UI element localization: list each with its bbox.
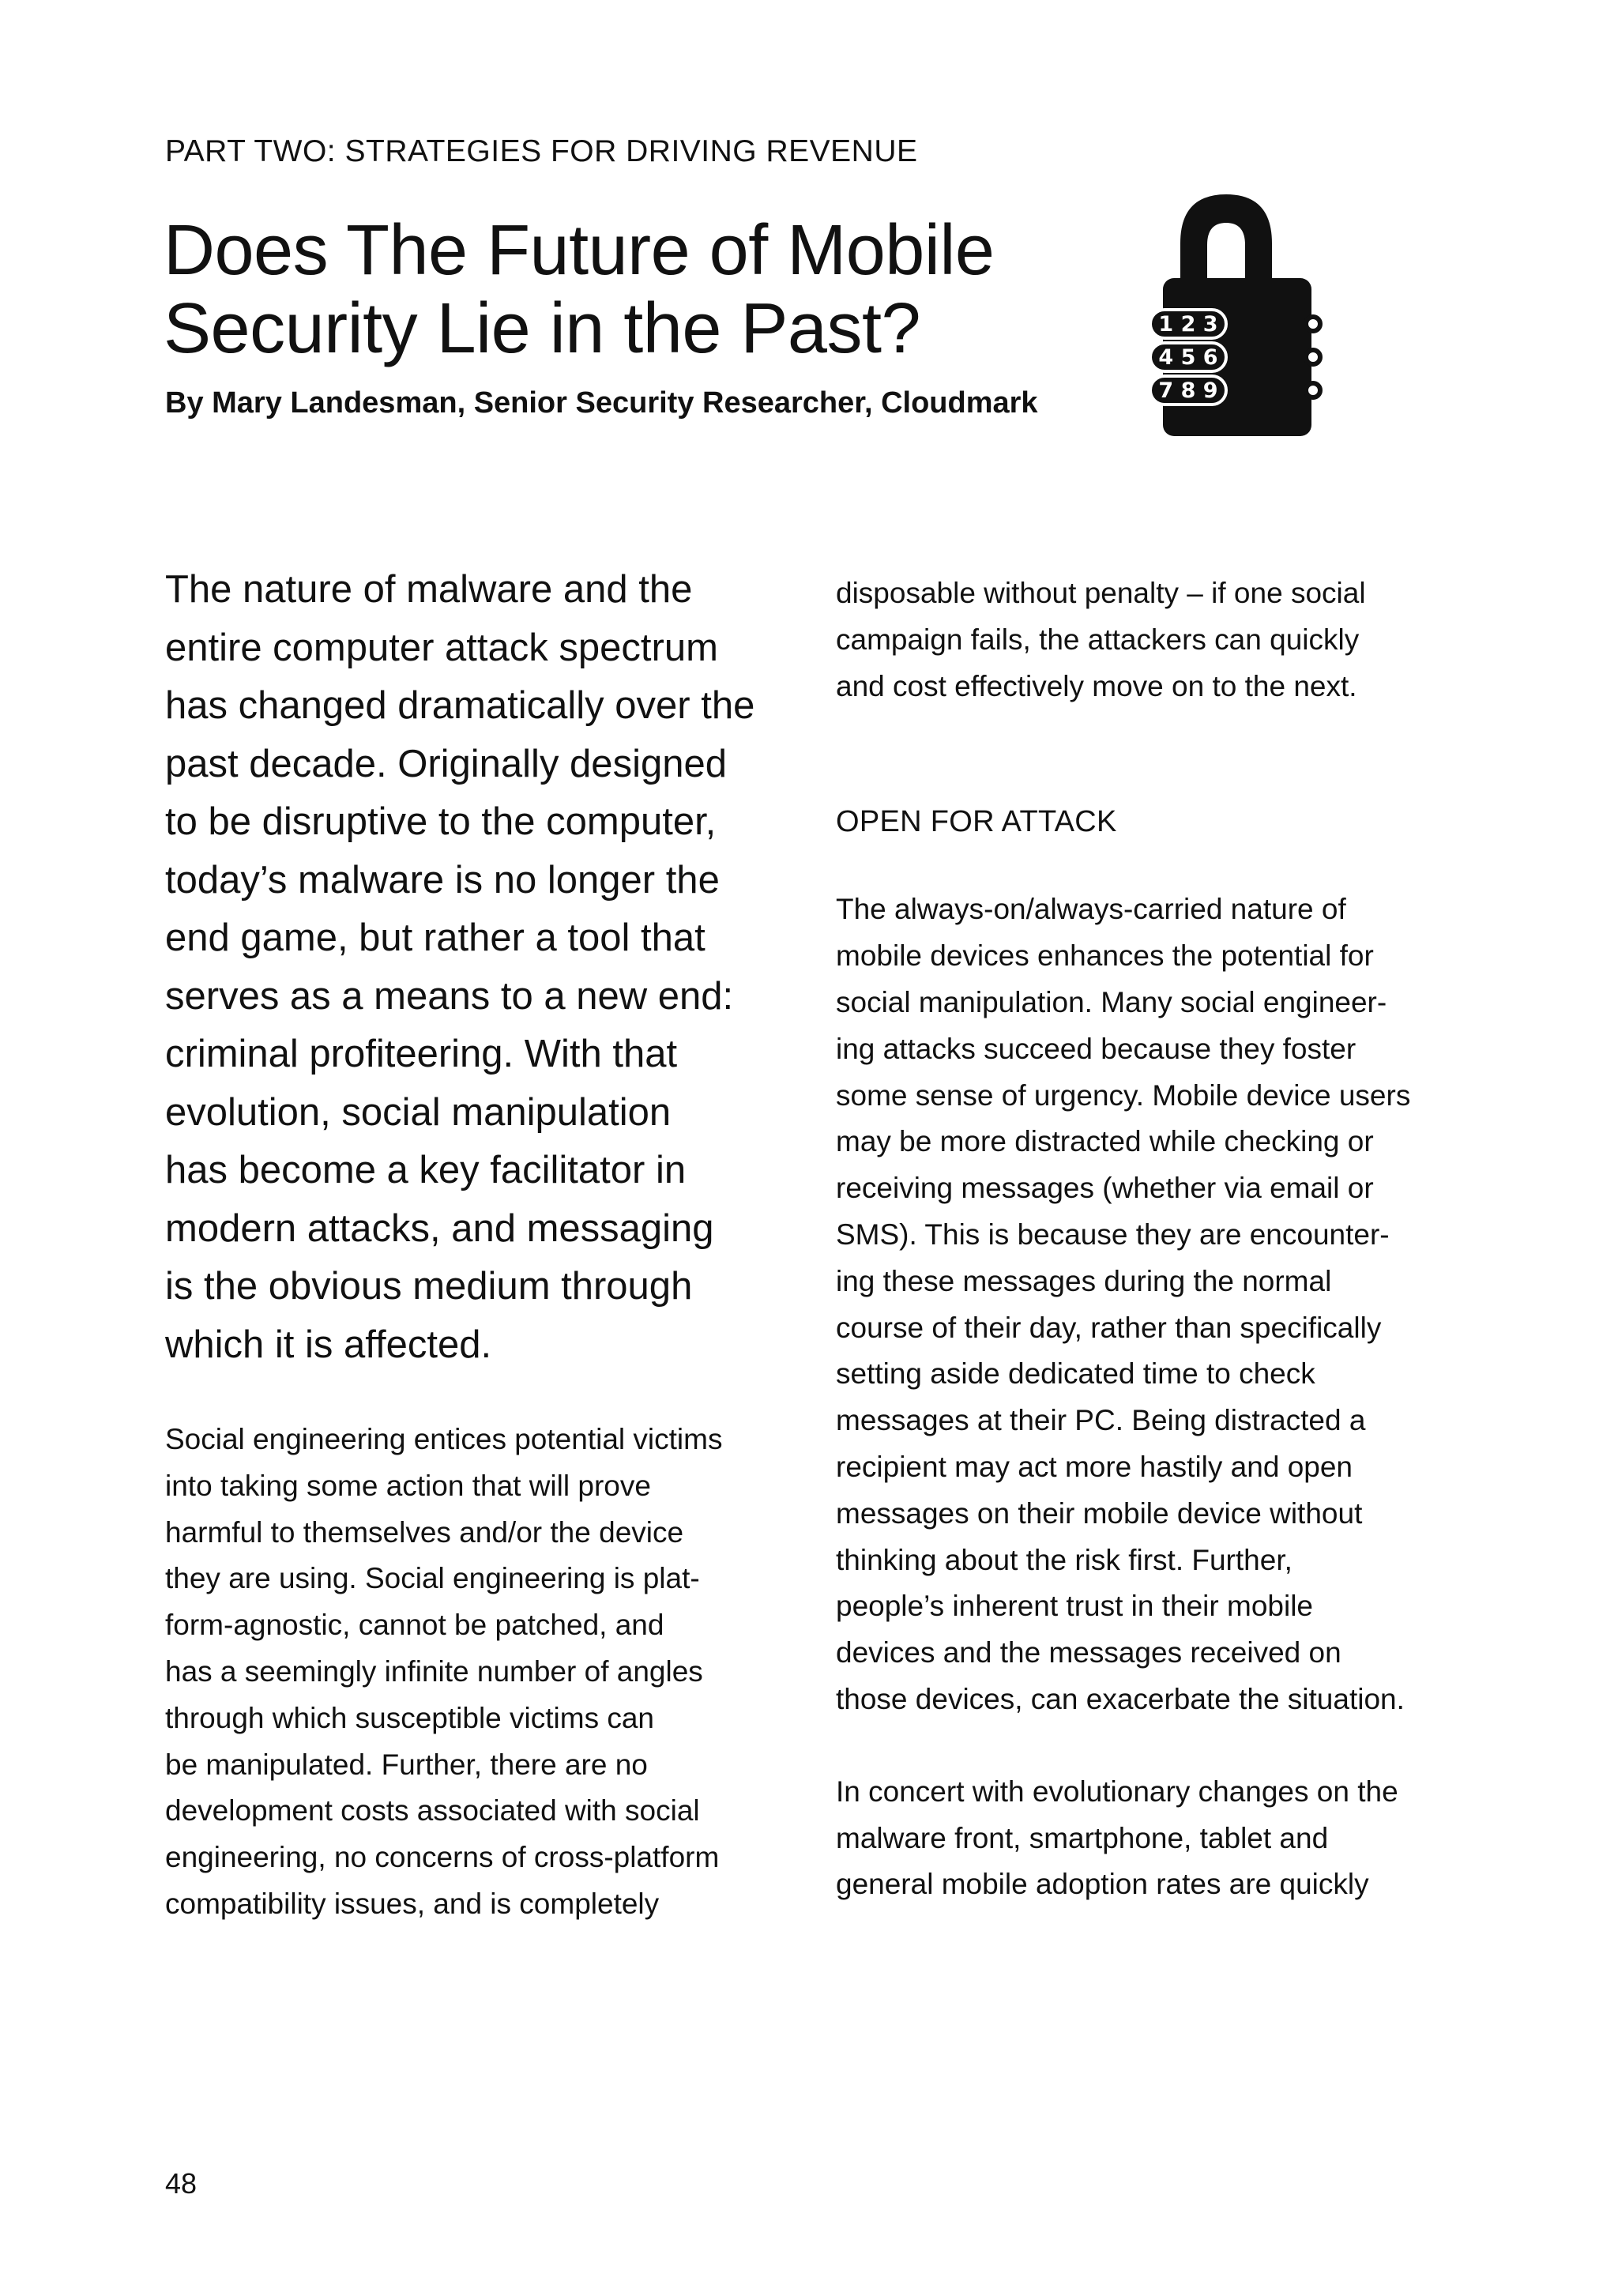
body-paragraph-social-engineering: Social engineering entices potential victims into taking some action that will prove harmful to themselves and/or the device they are using. Social engineering is plat- form-agnostic, cannot be patched, and has a seemingly infinite number of angles through which susceptible victims can be manipulated. Further, there are no development costs associated with social engineering, no concerns of cross-platform compatibility issues, and is completely — [165, 1423, 723, 1920]
lock-dial-row-1: 1 2 3 — [1158, 312, 1218, 337]
section-label: PART TWO: STRATEGIES FOR DRIVING REVENUE — [165, 134, 918, 168]
article-title: Does The Future of Mobile Security Lie in the Past? — [164, 211, 995, 368]
lead-paragraph: The nature of malware and the entire computer attack spectrum has changed dramatically over the past decade. Originally designed to be disruptive to the computer, today’s malware is no longer the end game, but rather a tool that serves as a means to a new end: criminal profiteering. With that evolution, social manipulation has become a key facilitator in modern attacks, and messaging is the obvious medium through which it is affected. — [165, 568, 755, 1366]
lock-dial-row-3: 7 8 9 — [1158, 378, 1218, 403]
right-column — [836, 570, 1460, 1908]
left-column — [165, 561, 797, 1928]
page-number: 48 — [165, 2167, 198, 2200]
body-paragraph-continuation: disposable without penalty – if one social campaign fails, the attackers can quickly and cost effectively move on to the next. — [836, 577, 1366, 702]
lock-dial-row-2: 4 5 6 — [1158, 345, 1218, 370]
subheading-open-for-attack: OPEN FOR ATTACK — [836, 805, 1117, 839]
body-paragraph-always-on: The always-on/always-carried nature of mobile devices enhances the potential for social manipulation. Many social engineer- ing attacks succeed because they foster some sense of urgency. Mobile device users may be more distracted while checking or receiving messages (whether via email or SMS). This is because they are encounter- ing these messages during the normal course of their day, rather than specifically setting aside dedicated time to check messages at their PC. Being distracted a recipient may act more hastily and open messages on their mobile device without thinking about the risk first. Further, people’s inherent trust in their mobile devices and the messages received on those devices, can exacerbate the situation. — [836, 893, 1411, 1715]
combination-padlock-icon — [1147, 186, 1337, 442]
article-byline: By Mary Landesman, Senior Security Researcher, Cloudmark — [165, 386, 1038, 420]
body-paragraph-adoption-rates: In concert with evolutionary changes on the malware front, smartphone, tablet and general mobile adoption rates are quickly — [836, 1775, 1398, 1901]
